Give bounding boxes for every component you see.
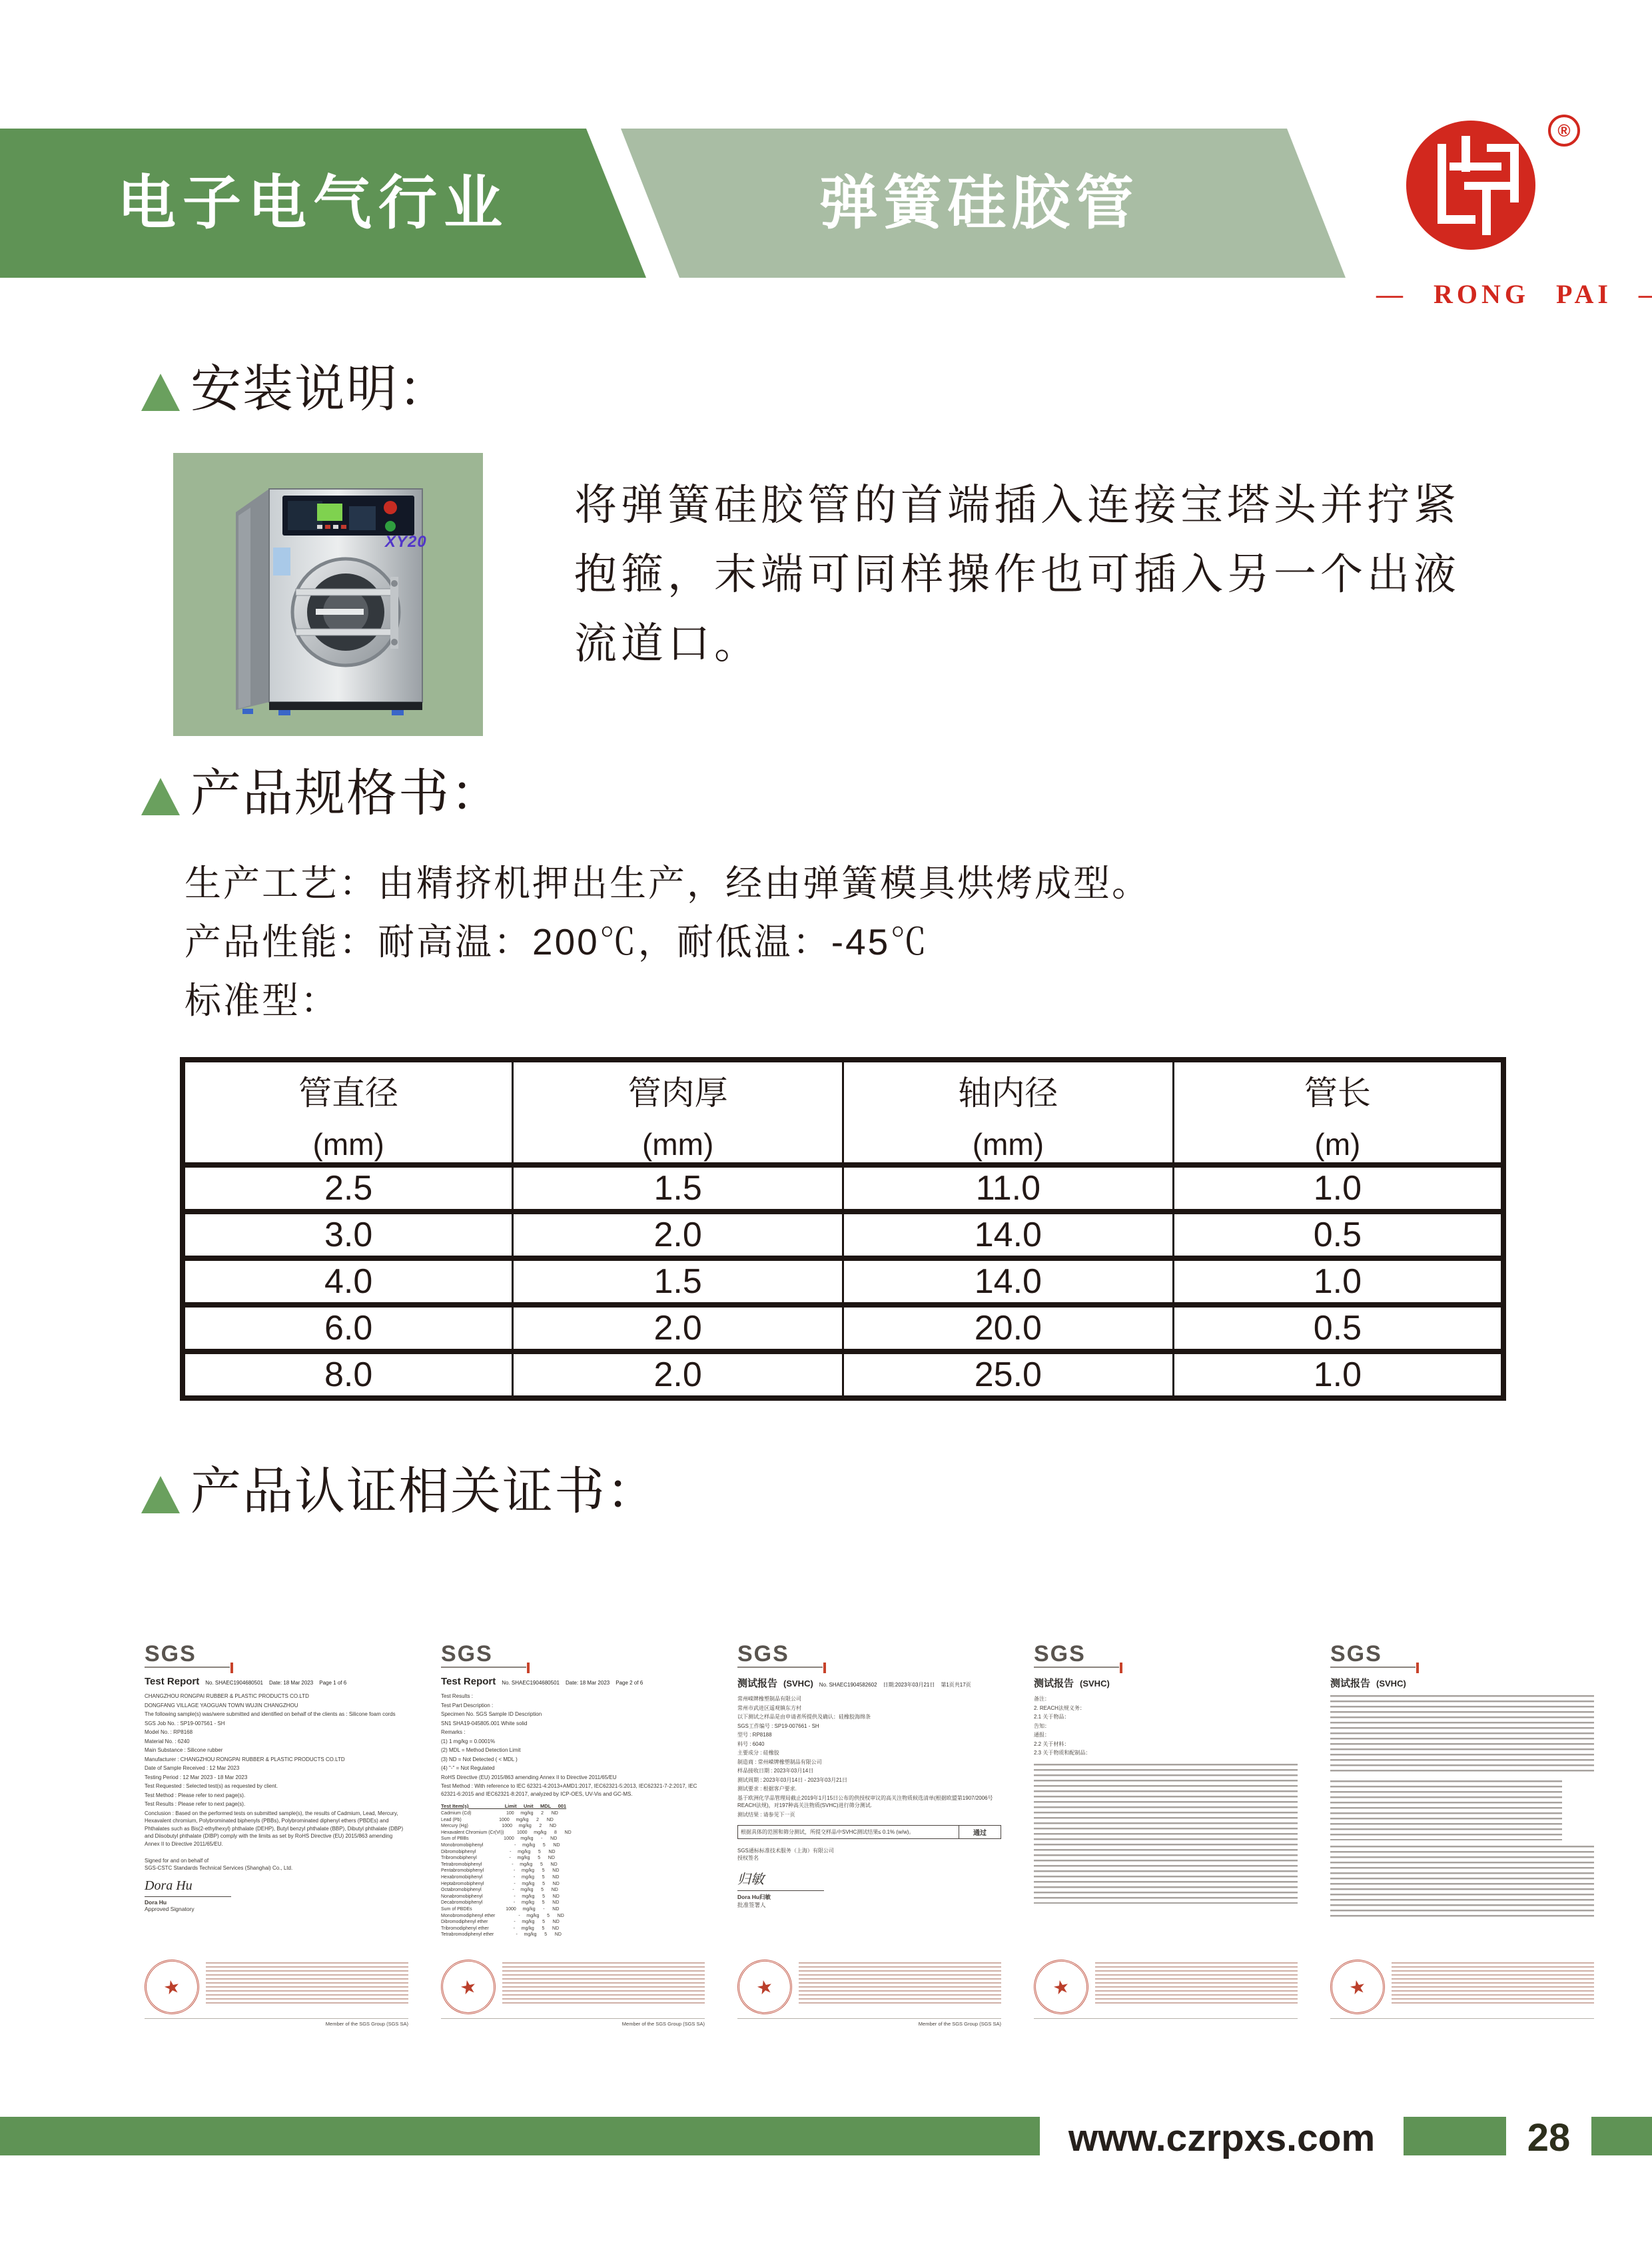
washing-machine-illustration (216, 476, 442, 715)
signature-script: 归敏 (737, 1868, 824, 1891)
sgs-member-line (1034, 2018, 1298, 2027)
section-install-heading (141, 363, 450, 416)
cert-body-text: 备注： 2. REACH法规义务： 2.1 关于物品： 告知： 通报： 2.2 关于材料： 2.3 关于物质和配制品： (1034, 1696, 1091, 1756)
triangle-bullet-icon (141, 1476, 180, 1513)
cert-stamp-row (1330, 1954, 1594, 2014)
sgs-member-line: Member of the SGS Group (SGS SA) (145, 2018, 408, 2027)
spec-table-header-row (183, 1060, 1503, 1165)
cert-header: 测试报告 (SVHC) No. SHAEC1904582602 日期:2023年03月21日 第1页共17页 (737, 1678, 971, 1689)
fine-print (1392, 1962, 1594, 2004)
cert-signoff: SGS通标标准技术服务（上海）有限公司 授权签名 (737, 1848, 834, 1861)
results-table-header: Test Item(s) Limit Unit MDL 001 (441, 1803, 567, 1809)
footer-pagenum-area (1506, 2115, 1591, 2159)
cell: 0.5 (1173, 1305, 1503, 1351)
triangle-bullet-icon (141, 374, 180, 411)
sgs-member-line: Member of the SGS Group (SGS SA) (737, 2018, 1001, 2027)
cell: 1.0 (1173, 1165, 1503, 1212)
product-photo (173, 453, 483, 736)
cert-header: Test Report No. SHAEC1904680501 Date: 18 Mar 2023 Page 1 of 6 (145, 1676, 347, 1687)
certificate-sgs-1: SGS Test Report No. SHAEC1904680501 Date: 18 Mar 2023 Page 1 of 6 CHANGZHOU RONGPAI RUBBER & PLASTIC PRODUCTS CO.LTD DONGFANG VILLAGE YAOGUAN TOWN WUJIN CHANGZHOU The following sample(s) was/were submitted and identified on behalf of the clients as : Silicone foam cords SGS Job No. : SP19-007561 - SH Model No. : RP8168 Material No. : 6240 Main Substance : Silicone rubber Manufacturer : CHANGZHOU RONGPAI RUBBER & PLASTIC PRODUCTS CO.LTD Date of Sample Received : 12 Mar 2023 Testing Period : 12 Mar 2023 - 18 Mar 2023 Test Requested : Selected test(s) as requested by client. Test Method : Please refer to next page(s). Test Results : Please refer to next page(s). Conclusion : Based on the performed tests on submitted sample(s), the results of Cadmium, Lead, Mercury, Hexavalent chromium, Polybrominated biphenyls (PBBs), Polybrominated diphenyl ethers (PBDEs) and Phthalates such as Bis(2-ethylhexyl) phthalate (DEHP), Butyl benzyl phthalate (BBP), Dibutyl phthalate (DBP) and Diisobutyl phthalate (DIBP) comply with the limits as set by RoHS Directive (EU) 2015/863 amending Annex II to Directive 2011/65/EU. Signed for and on behalf of SGS-CSTC Standards Technical Services (Shanghai) Co., Ltd. Dora Hu Dora Hu Approved Signatory ★ Member of the SGS Group (SGS SA) (137, 1636, 416, 2032)
fine-print (799, 1962, 1001, 2004)
cell: 1.5 (513, 1258, 843, 1305)
cert-header: 测试报告 (SVHC) (1330, 1678, 1406, 1689)
cert-stamp-row (145, 1954, 408, 2014)
cert-body-text: 常州嵘牌橡塑制品有限公司 常州市武进区遥观镇东方村 以下测试之样品是由申请者所提供及确认：硅橡胶海绵条 SGS工作编号 : SP19-007661 - SH 型号 : RP8188 料号 : 6040 主要成分 : 硅橡胶 制造商 : 常州嵘牌橡塑制品有限公司 样品接收日期 : 2023年03月14日 测试周期 : 2023年03月14日 - 2023年03月21日 测试要求 : 根据客户要求. 基于欧洲化学品管理局截止2019年1月15日公布的供授权审议的高关注物质候选清单(根据欧盟第1907/2006号REACH法规)，对197种高关注物质(SVHC)进行筛分测试. 测试结果 : 请参见下一页 (737, 1696, 993, 1818)
cert-signoff: Signed for and on behalf of SGS-CSTC Standards Technical Services (Shanghai) Co., Ltd. (145, 1858, 293, 1871)
cell: 2.0 (513, 1305, 843, 1351)
section-install-title: 安装说明： (191, 361, 450, 418)
cell: 3.0 (183, 1212, 513, 1258)
sgs-logo-icon: SGS (1330, 1643, 1416, 1668)
machine-model-label: XY20 (385, 533, 427, 551)
rongpai-emblem-icon (1404, 119, 1537, 252)
cell: 2.0 (513, 1351, 843, 1398)
cert-header: 测试报告 (SVHC) (1034, 1678, 1110, 1689)
section-certs-heading (141, 1465, 658, 1519)
sgs-member-line (1330, 2018, 1594, 2027)
table-row (183, 1165, 1503, 1212)
spec-description: 生产工艺：由精挤机押出生产，经由弹簧模具烘烤成型。 产品性能：耐高温：200℃，耐低温：-45℃ 标准型： (185, 863, 1151, 1021)
certificate-sgs-3: SGS 测试报告 (SVHC) No. SHAEC1904582602 日期:2023年03月21日 第1页共17页 常州嵘牌橡塑制品有限公司 常州市武进区遥观镇东方村 以下测试之样品是由申请者所提供及确认：硅橡胶海绵条 SGS工作编号 : SP19-007661 - SH 型号 : RP8188 料号 : 6040 主要成分 : 硅橡胶 制造商 : 常州嵘牌橡塑制品有限公司 样品接收日期 : 2023年03月14日 测试周期 : 2023年03月14日 - 2023年03月21日 测试要求 : 根据客户要求. 基于欧洲化学品管理局截止2019年1月15日公布的供授权审议的高关注物质候选清单(根据欧盟第1907/2006号REACH法规)，对197种高关注物质(SVHC)进行筛分测试. 测试结果 : 请参见下一页 根据具体的范围和筛分测试，所提交样品中SVHC测试结果≤ 0.1% (w/w)。 通过 SGS通标标准技术服务（上海）有限公司 授权签名 归敏 Dora Hu归敏 批准签署人 ★ Member of the SGS Group (SGS SA) (729, 1636, 1009, 2032)
sgs-logo-icon: SGS (737, 1643, 823, 1668)
page-number: 28 (1527, 2115, 1571, 2159)
results-table: Cadmium (Cd) 100 mg/kg 2 ND Lead (Pb) 1000 mg/kg 2 ND Mercury (Hg) 1000 mg/kg 2 ND Hexavalent Chromium (Cr(VI)) 1000 mg/kg 8 ND Sum of PBBs 1000 mg/kg - ND Monobromobiphenyl - mg/kg 5 ND Dibromobiphenyl - mg/kg 5 ND Tribromobiphenyl - mg/kg 5 ND Tetrabromobiphenyl - mg/kg 5 ND Pentabromobiphenyl - mg/kg 5 ND Hexabromobiphenyl - mg/kg 5 ND Heptabromobiphenyl - mg/kg 5 ND Octabromobiphenyl - mg/kg 5 ND Nonabromobiphenyl - mg/kg 5 ND Decabromobiphenyl - mg/kg 5 ND Sum of PBDEs 1000 mg/kg - ND Monobromodiphenyl ether - mg/kg 5 ND Dibromodiphenyl ether - mg/kg 5 ND Tribromodiphenyl ether - mg/kg 5 ND Tetrabromodiphenyl ether - mg/kg 5 ND (441, 1811, 572, 1938)
red-stamp-icon: ★ (732, 1954, 797, 2019)
cell: 14.0 (843, 1258, 1174, 1305)
registered-mark-icon: ® (1548, 115, 1580, 147)
cell: 14.0 (843, 1212, 1174, 1258)
col-header-wall-thickness: 管肉厚 (mm) (513, 1060, 843, 1165)
brand-logo (1390, 112, 1616, 312)
dense-text-block (1330, 1780, 1562, 1840)
red-stamp-icon: ★ (436, 1954, 500, 2019)
cert-stamp-row (441, 1954, 705, 2014)
col-header-diameter: 管直径 (mm) (183, 1060, 513, 1165)
dense-text-block (1330, 1846, 1594, 1919)
dense-text-block (1330, 1695, 1594, 1775)
spec-table (180, 1057, 1506, 1401)
cell: 6.0 (183, 1305, 513, 1351)
footer-bar (0, 2117, 1652, 2155)
cell: 4.0 (183, 1258, 513, 1305)
cell: 1.0 (1173, 1258, 1503, 1305)
certificate-sgs-5 (1322, 1636, 1602, 2032)
red-stamp-icon: ★ (1029, 1954, 1093, 2019)
sgs-logo-icon: SGS (1034, 1643, 1119, 1668)
sgs-logo-icon: SGS (145, 1643, 230, 1668)
fine-print (206, 1962, 408, 2004)
certificate-sgs-4 (1026, 1636, 1306, 2032)
dense-text-block (1034, 1764, 1298, 1904)
cert-header: Test Report No. SHAEC1904680501 Date: 18 Mar 2023 Page 2 of 6 (441, 1676, 643, 1687)
fine-print (1095, 1962, 1298, 2004)
section-certs-title: 产品认证相关证书： (191, 1463, 658, 1520)
cell: 2.0 (513, 1212, 843, 1258)
cert-body-text: Test Results : Test Part Description : Specimen No. SGS Sample ID Description SN1 SHA19-045805.001 White solid Remarks : (1) 1 mg/kg = 0.0001% (2) MDL = Method Detection Limit (3) ND = Not Detected ( < MDL ) (4) "-" = Not Regulated RoHS Directive (EU) 2015/863 amending Annex II to Directive 2011/65/EU Test Method : With reference to IEC 62321-4:2013+AMD1:2017, IEC62321-5:2013, IEC62321-7-2:2017, IEC 62321-6:2015 and IEC62321-8:2017, analyzed by ICP-OES, UV-Vis and GC-MS. (441, 1693, 697, 1797)
table-row (183, 1258, 1503, 1305)
brand-name: — RONG PAI — (1376, 278, 1629, 310)
section-spec-heading (141, 767, 502, 821)
table-row (183, 1212, 1503, 1258)
cell: 20.0 (843, 1305, 1174, 1351)
sgs-member-line: Member of the SGS Group (SGS SA) (441, 2018, 705, 2027)
signature-script: Dora Hu (145, 1878, 231, 1897)
col-header-inner-diameter: 轴内径 (mm) (843, 1060, 1174, 1165)
red-stamp-icon: ★ (139, 1954, 204, 2019)
footer-website-area (1040, 2117, 1404, 2159)
red-stamp-icon: ★ (1325, 1954, 1390, 2019)
cell: 0.5 (1173, 1212, 1503, 1258)
cell: 1.5 (513, 1165, 843, 1212)
cell: 1.0 (1173, 1351, 1503, 1398)
cert-stamp-row (737, 1954, 1001, 2014)
verdict-box: 根据具体的范围和筛分测试，所提交样品中SVHC测试结果≤ 0.1% (w/w)。 通过 (737, 1825, 1001, 1839)
col-header-length: 管长 (m) (1173, 1060, 1503, 1165)
cell: 8.0 (183, 1351, 513, 1398)
verdict-pass-cell: 通过 (959, 1826, 1001, 1838)
cert-stamp-row (1034, 1954, 1298, 2014)
certificate-sgs-2 (433, 1636, 713, 2032)
banner-right-title: 弹簧硅胶管 (819, 170, 1139, 236)
section-spec-title: 产品规格书： (191, 765, 502, 822)
table-row (183, 1305, 1503, 1351)
banner-left-title: 电子电气行业 (117, 170, 509, 236)
cert-body-text: CHANGZHOU RONGPAI RUBBER & PLASTIC PRODUCTS CO.LTD DONGFANG VILLAGE YAOGUAN TOWN WUJIN CHANGZHOU The following sample(s) was/were submitted and identified on behalf of the clients as : Silicone foam cords SGS Job No. : SP19-007561 - SH Model No. : RP8168 Material No. : 6240 Main Substance : Silicone rubber Manufacturer : CHANGZHOU RONGPAI RUBBER & PLASTIC PRODUCTS CO.LTD Date of Sample Received : 12 Mar 2023 Testing Period : 12 Mar 2023 - 18 Mar 2023 Test Requested : Selected test(s) as requested by client. Test Method : Please refer to next page(s). Test Results : Please refer to next page(s). Conclusion : Based on the performed tests on submitted sample(s), the results of Cadmium, Lead, Mercury, Hexavalent chromium, Polybrominated biphenyls (PBBs), Polybrominated diphenyl ethers (PBDEs) and Phthalates such as Bis(2-ethylhexyl) phthalate (DEHP), Butyl benzyl phthalate (BBP), Dibutyl phthalate (DBP) and Diisobutyl phthalate (DIBP) comply with the limits as set by RoHS Directive (EU) 2015/863 amending Annex II to Directive 2011/65/EU. (145, 1693, 404, 1847)
website-url: www.czrpxs.com (1068, 2117, 1376, 2159)
table-row (183, 1351, 1503, 1398)
triangle-bullet-icon (141, 778, 180, 815)
fine-print (502, 1962, 705, 2004)
sgs-logo-icon: SGS (441, 1643, 526, 1668)
cell: 11.0 (843, 1165, 1174, 1212)
install-instructions: 将弹簧硅胶管的首端插入连接宝塔头并拧紧 抱箍，末端可同样操作也可插入另一个出液 流道口。 (574, 481, 1460, 667)
cell: 25.0 (843, 1351, 1174, 1398)
cell: 2.5 (183, 1165, 513, 1212)
